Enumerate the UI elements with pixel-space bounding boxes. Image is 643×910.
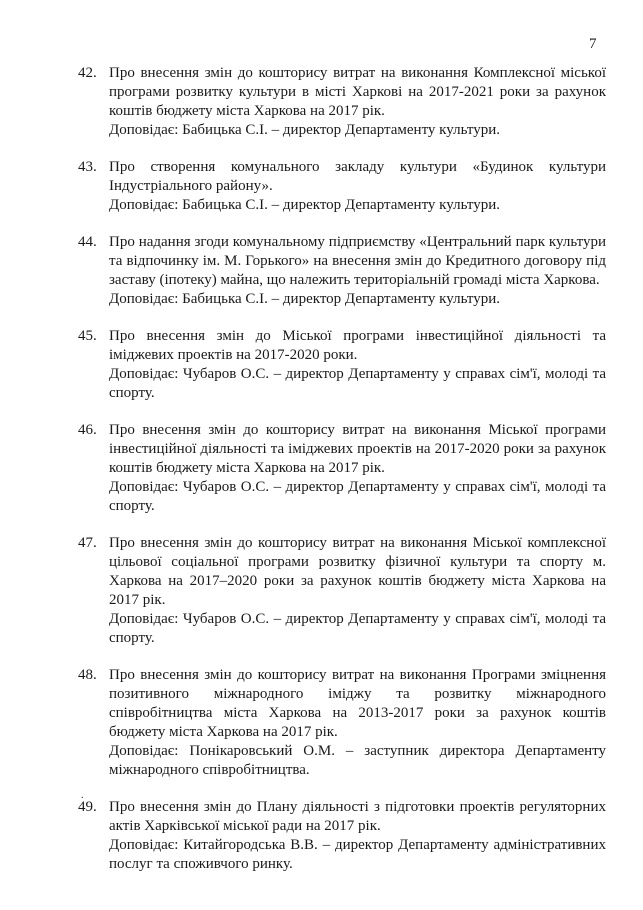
- item-number: 42.: [78, 65, 97, 81]
- item-number: 43.: [78, 159, 97, 175]
- item-title: Про внесення змін до кошторису витрат на виконання Комплексної міської програми розвитку культури в місті Харкові на 2017-2021 роки за рахунок коштів бюджету міста Харкова на 2017 рік.: [109, 65, 606, 119]
- item-number: 44.: [78, 234, 97, 250]
- item-body: [109, 798, 606, 874]
- agenda-item: [78, 64, 606, 140]
- item-speaker: Доповідає: Бабицька С.І. – директор Департаменту культури.: [109, 291, 500, 307]
- item-title: Про внесення змін до кошторису витрат на виконання Міської комплексної цільової соціальної програми розвитку фізичної культури та спорту м. Харкова на 2017–2020 роки за рахунок коштів бюджету міста Харкова на 2017 рік.: [109, 535, 606, 608]
- agenda-item: [78, 666, 606, 780]
- item-body: [109, 421, 606, 516]
- item-speaker: Доповідає: Понікаровський О.М. – заступник директора Департаменту міжнародного співробітництва.: [109, 743, 606, 778]
- item-number: 48.: [78, 667, 97, 683]
- item-speaker: Доповідає: Чубаров О.С. – директор Департаменту у справах сім'ї, молоді та спорту.: [109, 366, 606, 401]
- item-number: 47.: [78, 535, 97, 551]
- item-title: Про надання згоди комунальному підприємству «Центральний парк культури та відпочинку ім. М. Горького» на внесення змін до Кредитного договору під заставу (іпотеку) майна, що належить територіальній громаді міста Харкова.: [109, 234, 606, 288]
- agenda-item: [78, 534, 606, 648]
- item-number: 45.: [78, 328, 97, 344]
- item-body: [109, 534, 606, 648]
- agenda-item: [78, 158, 606, 215]
- item-title: Про внесення змін до кошторису витрат на виконання Програми зміцнення позитивного міжнародного іміджу та розвитку міжнародного співробітництва міста Харкова на 2013-2017 роки за рахунок коштів бюджету міста Харкова на 2017 рік.: [109, 667, 606, 740]
- item-body: [109, 64, 606, 140]
- agenda-item: [78, 798, 606, 874]
- item-body: [109, 233, 606, 309]
- item-body: [109, 158, 606, 215]
- item-title: Про внесення змін до кошторису витрат на виконання Міської програми інвестиційної діяльності та іміджевих проектів на 2017-2020 роки за рахунок коштів бюджету міста Харкова на 2017 рік.: [109, 422, 606, 476]
- agenda-item: [78, 327, 606, 403]
- item-title: Про внесення змін до Міської програми інвестиційної діяльності та іміджевих проектів на 2017-2020 роки.: [109, 328, 606, 363]
- item-body: [109, 666, 606, 780]
- item-speaker: Доповідає: Бабицька С.І. – директор Департаменту культури.: [109, 122, 500, 138]
- item-speaker: Доповідає: Бабицька С.І. – директор Департаменту культури.: [109, 197, 500, 213]
- item-title: Про створення комунального закладу культури «Будинок культури Індустріального району».: [109, 159, 606, 194]
- item-speaker: Доповідає: Чубаров О.С. – директор Департаменту у справах сім'ї, молоді та спорту.: [109, 611, 606, 646]
- agenda-list: [78, 64, 606, 892]
- agenda-item: [78, 421, 606, 516]
- item-title: Про внесення змін до Плану діяльності з підготовки проектів регуляторних актів Харківської міської ради на 2017 рік.: [109, 799, 606, 834]
- item-speaker: Доповідає: Чубаров О.С. – директор Департаменту у справах сім'ї, молоді та спорту.: [109, 479, 606, 514]
- agenda-item: [78, 233, 606, 309]
- item-number: 49.: [78, 799, 97, 815]
- footer-mark: .: [81, 790, 84, 801]
- page-number: 7: [589, 36, 597, 52]
- item-speaker: Доповідає: Китайгородська В.В. – директор Департаменту адміністративних послуг та споживчого ринку.: [109, 837, 606, 872]
- item-body: [109, 327, 606, 403]
- item-number: 46.: [78, 422, 97, 438]
